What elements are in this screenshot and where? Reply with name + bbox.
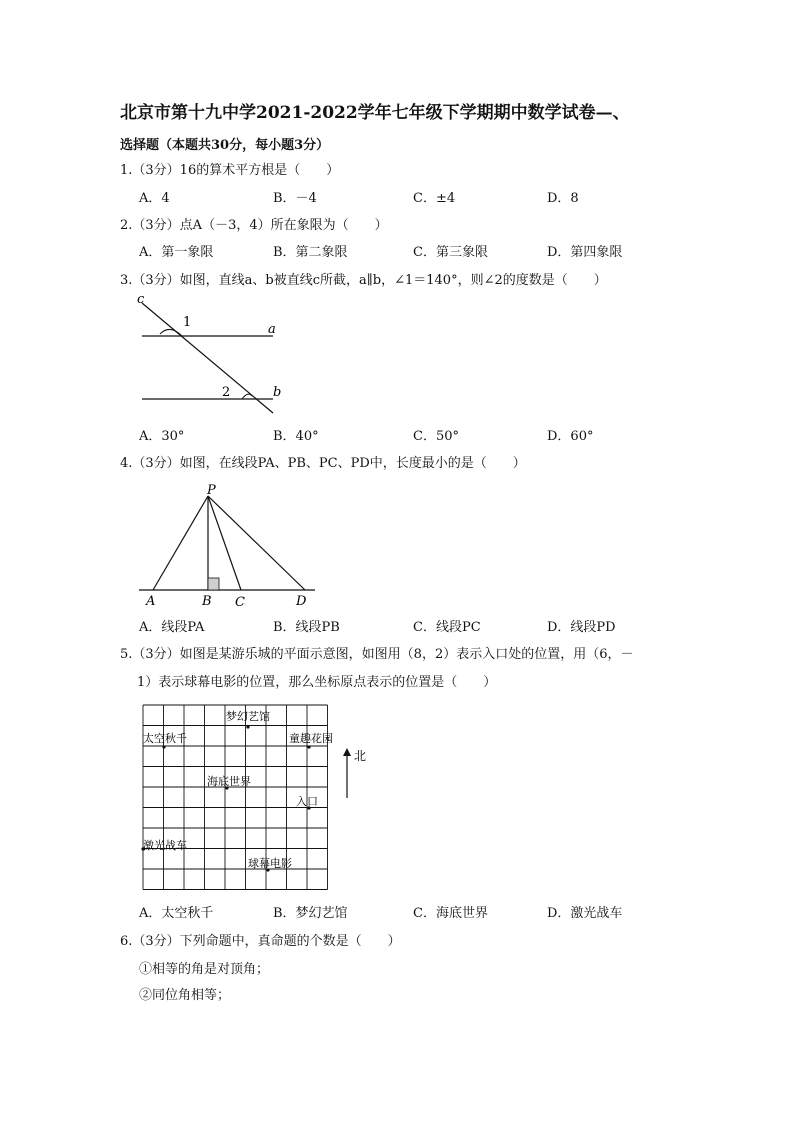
north-label: 北 [354, 749, 367, 763]
q3-option-b: B．40° [273, 429, 319, 444]
question-5-stem-line-2: 1）表示球幕电影的位置，那么坐标原点表示的位置是（ ） [137, 675, 497, 690]
label-rk: 入口 [296, 795, 318, 808]
question-3-stem: 3.（3分）如图，直线a、b被直线c所截，a∥b，∠1＝140°，则∠2的度数是（ ） [120, 273, 607, 288]
angle-1-label: 1 [183, 315, 192, 330]
q2-option-c: C．第三象限 [413, 245, 488, 260]
dot-tkqq [162, 745, 165, 748]
label-qmdy: 球幕电影 [248, 857, 292, 870]
amusement-park-grid [140, 700, 390, 900]
q4-option-c: C．线段PC [413, 620, 481, 635]
exam-title: 北京市第十九中学2021-2022学年七年级下学期期中数学试卷—、 [120, 103, 630, 123]
label-tqhy: 童趣花园 [289, 732, 333, 745]
q1-option-b: B．－4 [273, 191, 317, 206]
point-line-segments-figure [135, 482, 325, 612]
q2-option-d: D．第四象限 [547, 245, 623, 260]
label-jgzc: 激光战车 [143, 839, 187, 852]
q3-option-c: C．50° [413, 429, 459, 444]
label-mhyg: 梦幻艺馆 [226, 710, 270, 723]
north-arrow-icon [343, 748, 351, 756]
q2-option-a: A．第一象限 [139, 245, 214, 260]
point-a-label: A [146, 594, 156, 609]
q6-item-1: ①相等的角是对顶角； [139, 962, 270, 977]
question-1-stem: 1.（3分）16的算术平方根是（ ） [120, 163, 340, 178]
q5-option-d: D．激光战车 [547, 906, 623, 921]
line-a-label: a [268, 322, 276, 337]
line-b-label: b [273, 385, 282, 400]
point-d-label: D [296, 594, 307, 609]
q1-option-a: A．4 [139, 191, 170, 206]
dot-mhyg [246, 725, 249, 728]
section-heading: 选择题（本题共30分，每小题3分） [120, 138, 330, 153]
q1-option-c: C．±4 [413, 191, 456, 206]
q5-option-c: C．海底世界 [413, 906, 488, 921]
point-c-label: C [235, 595, 245, 610]
angle-2-arc [242, 394, 252, 399]
angle-2-label: 2 [222, 385, 231, 400]
q3-option-d: D．60° [547, 429, 594, 444]
point-b-label: B [202, 594, 212, 609]
question-4-stem: 4.（3分）如图，在线段PA、PB、PC、PD中，长度最小的是（ ） [120, 456, 526, 471]
q2-option-b: B．第二象限 [273, 245, 348, 260]
point-p-label: P [207, 483, 216, 498]
line-c-label: c [137, 292, 145, 307]
q3-option-a: A．30° [139, 429, 185, 444]
question-6-stem: 6.（3分）下列命题中，真命题的个数是（ ） [120, 934, 401, 949]
q4-option-b: B．线段PB [273, 620, 340, 635]
parallel-lines-figure [130, 290, 300, 420]
q4-option-d: D．线段PD [547, 620, 616, 635]
question-5-stem-line-1: 5.（3分）如图是某游乐城的平面示意图，如图用（8，2）表示入口处的位置，用（6，－ [120, 647, 634, 662]
angle-1-arc [160, 329, 182, 336]
label-hdsj: 海底世界 [207, 775, 251, 788]
q5-option-a: A．太空秋千 [139, 906, 214, 921]
q5-option-b: B．梦幻艺馆 [273, 906, 348, 921]
dot-tqhy [307, 745, 310, 748]
label-tkqq: 太空秋千 [143, 732, 187, 745]
question-2-stem: 2.（3分）点A（－3，4）所在象限为（ ） [120, 218, 388, 233]
right-angle-mark [208, 578, 219, 590]
q6-item-2: ②同位角相等； [139, 988, 231, 1003]
q1-option-d: D．8 [547, 191, 579, 206]
q4-option-a: A．线段PA [139, 620, 205, 635]
